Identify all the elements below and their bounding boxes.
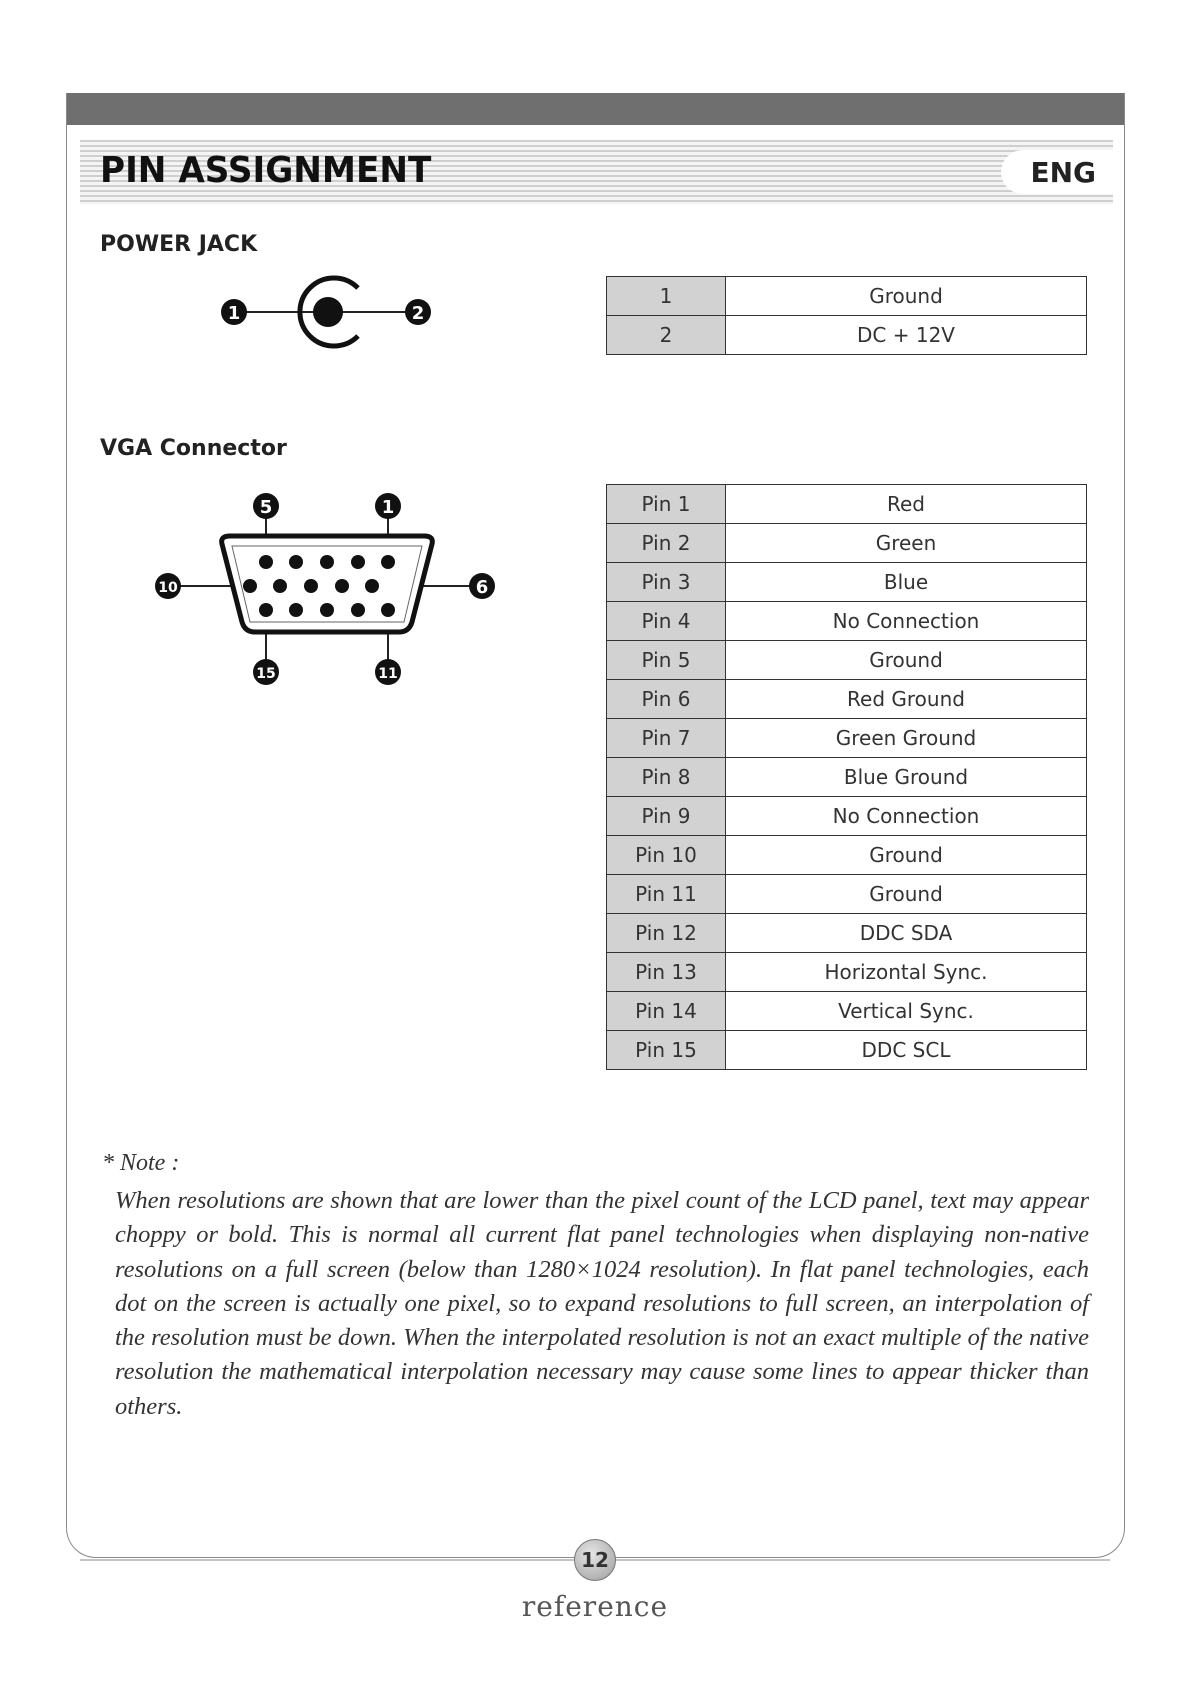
table-row [607,875,1087,914]
signal-cell: Ground [726,836,1087,875]
svg-text:1: 1 [381,497,395,518]
svg-text:10: 10 [158,580,178,596]
signal-cell: No Connection [726,797,1087,836]
svg-text:15: 15 [256,666,276,682]
pin-cell: Pin 15 [607,1031,726,1070]
signal-cell: Blue [726,563,1087,602]
svg-text:1: 1 [227,303,241,324]
signal-cell: Green [726,524,1087,563]
svg-text:6: 6 [475,577,489,598]
vga-pin-11-badge [375,659,401,685]
page-title: PIN ASSIGNMENT [100,150,432,191]
table-row [607,524,1087,563]
pin-cell: 2 [607,316,726,355]
vga-pin-table [606,484,1087,1070]
pin-cell: Pin 11 [607,875,726,914]
signal-cell: Vertical Sync. [726,992,1087,1031]
vga-pin-1-badge [375,493,401,519]
table-row [607,914,1087,953]
signal-cell: Red [726,485,1087,524]
pin-cell: Pin 7 [607,719,726,758]
pin-cell: Pin 10 [607,836,726,875]
table-row [607,563,1087,602]
svg-text:11: 11 [378,666,398,682]
pin-cell: Pin 6 [607,680,726,719]
signal-cell: DC + 12V [726,316,1087,355]
table-row [607,836,1087,875]
signal-cell: Blue Ground [726,758,1087,797]
pin-cell: Pin 4 [607,602,726,641]
note-heading: * Note : [102,1150,180,1176]
pin-cell: Pin 3 [607,563,726,602]
pin-cell: Pin 9 [607,797,726,836]
power-pin-2-badge [405,299,431,325]
note-text: When resolutions are shown that are lower than the pixel count of the LCD panel, text may appear choppy or bold. This is normal all current flat panel technologies when displaying non-native resolutions on a full screen (below than 1280×1024 resolution). In flat panel technologies, each dot on the screen is actually one pixel, so to expand resolutions to full screen, an interpolation of the resolution must be down. When the interpolated resolution is not an exact multiple of the native resolution the mathematical interpolation necessary may cause some lines to appear thicker than others. [115,1187,1089,1420]
power-jack-heading: POWER JACK [100,232,258,257]
table-row [607,1031,1087,1070]
signal-cell: Green Ground [726,719,1087,758]
signal-cell: No Connection [726,602,1087,641]
svg-text:2: 2 [411,303,425,324]
table-row [607,602,1087,641]
vga-heading: VGA Connector [100,436,287,461]
vga-pin-15-badge [253,659,279,685]
pin-cell: Pin 1 [607,485,726,524]
power-pin-1-badge [221,299,247,325]
signal-cell: Horizontal Sync. [726,953,1087,992]
signal-cell: DDC SCL [726,1031,1087,1070]
pin-cell: Pin 5 [607,641,726,680]
table-row [607,316,1087,355]
pin-cell: 1 [607,277,726,316]
pin-cell: Pin 12 [607,914,726,953]
signal-cell: Ground [726,277,1087,316]
signal-cell: Ground [726,641,1087,680]
table-row [607,797,1087,836]
page-number: 12 [574,1539,616,1581]
table-row [607,485,1087,524]
pin-cell: Pin 13 [607,953,726,992]
signal-cell: Ground [726,875,1087,914]
table-row [607,758,1087,797]
signal-cell: Red Ground [726,680,1087,719]
vga-connector-diagram [150,488,500,698]
pin-cell: Pin 14 [607,992,726,1031]
table-row [607,680,1087,719]
svg-text:5: 5 [259,497,273,518]
signal-cell: DDC SDA [726,914,1087,953]
table-row [607,719,1087,758]
table-row [607,641,1087,680]
table-row [607,277,1087,316]
power-jack-table [606,276,1087,355]
language-label: ENG [1030,156,1096,189]
footer-label: reference [521,1590,669,1623]
pin-cell: Pin 2 [607,524,726,563]
vga-pin-10-badge [155,573,181,599]
vga-pin-5-badge [253,493,279,519]
table-row [607,953,1087,992]
vga-pin-6-badge [469,573,495,599]
table-row [607,992,1087,1031]
power-jack-diagram [210,270,450,360]
pin-cell: Pin 8 [607,758,726,797]
